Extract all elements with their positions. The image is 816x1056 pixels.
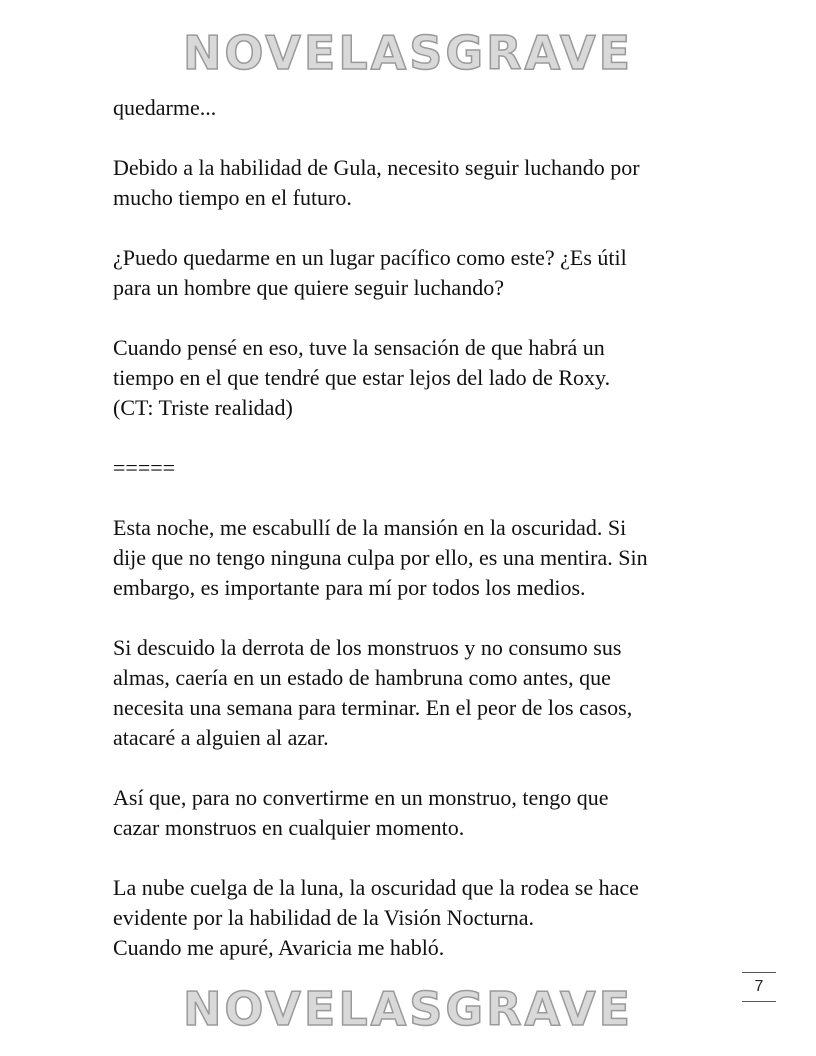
footer-watermark-logo: NOVELASGRAVE — [182, 982, 634, 1036]
paragraph: Cuando pensé en eso, tuve la sensación de que habrá un tiempo en el que tendré que estar lejos del lado de Roxy. (CT: Triste realidad) — [113, 335, 611, 420]
paragraph: La nube cuelga de la luna, la oscuridad que la rodea se hace evidente por la habilidad de la Visión Nocturna. Cuando me apuré, Avaricia me habló. — [113, 875, 639, 960]
paragraph: Si descuido la derrota de los monstruos y no consumo sus almas, caería en un estado de hambruna como antes, que necesita una semana para terminar. En el peor de los casos, atacaré a alguien al azar. — [113, 635, 633, 750]
paragraph: quedarme... — [113, 95, 217, 120]
paragraph: Debido a la habilidad de Gula, necesito seguir luchando por mucho tiempo en el futuro. — [113, 155, 640, 210]
paragraph: ¿Puedo quedarme en un lugar pacífico como este? ¿Es útil para un hombre que quiere seguir luchando? — [113, 245, 627, 300]
paragraph: Esta noche, me escabullí de la mansión en la oscuridad. Si dije que no tengo ninguna culpa por ello, es una mentira. Sin embargo, es importante para mí por todos los medios. — [113, 515, 648, 600]
paragraph: Así que, para no convertirme en un monstruo, tengo que cazar monstruos en cualquier momento. — [113, 785, 609, 840]
page-number: 7 — [742, 972, 776, 1002]
page-body-text — [113, 93, 713, 963]
section-separator: ===== — [113, 455, 176, 480]
header-watermark-logo: NOVELASGRAVE — [182, 26, 634, 80]
